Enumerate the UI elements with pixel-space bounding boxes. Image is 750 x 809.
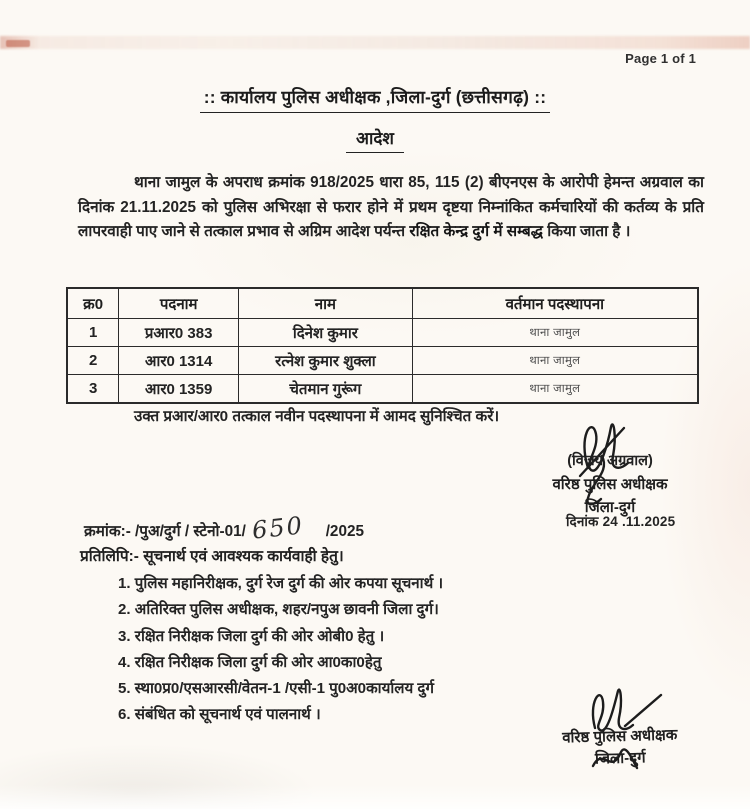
order-heading-text: आदेश	[346, 126, 404, 153]
cell-posting: थाना जामुल	[412, 347, 698, 375]
instruction-line: उक्त प्रआर/आर0 तत्काल नवीन पदस्थापना में आमद सुनिश्चित करें।	[134, 408, 500, 425]
cell-designation: प्रआर0 383	[119, 319, 239, 347]
header-designation: पदनाम	[119, 288, 239, 319]
signature-bottom-tail-stroke	[585, 742, 655, 782]
table-row	[67, 319, 698, 347]
handwritten-ref-number: 650	[250, 511, 306, 545]
officer-district: जिला-दुर्ग	[584, 499, 636, 516]
scan-artifact-band	[0, 36, 750, 49]
staff-table	[66, 287, 699, 404]
ref-number-line	[84, 511, 364, 545]
office-title	[0, 85, 750, 113]
page-indicator: Page 1 of 1	[625, 51, 696, 66]
paragraph-segment: किया जाता है ।	[543, 223, 631, 240]
table-header-row	[67, 288, 698, 319]
signature-top-block	[520, 450, 700, 517]
scan-artifact-dash	[6, 40, 30, 47]
order-paragraph	[78, 171, 704, 245]
copy-to-item: 4. रक्षित निरीक्षक जिला दुर्ग की ओर आ0का0हेतु	[118, 653, 382, 671]
cell-serial: 2	[67, 347, 119, 375]
cell-name: चेतमान गुरूंग	[239, 375, 413, 404]
ref-suffix: /2025	[325, 523, 364, 540]
table-row	[67, 347, 698, 375]
table-row	[67, 375, 698, 404]
bottom-officer-designation: वरिष्ठ पुलिस अधीक्षक	[561, 726, 678, 747]
header-serial: क्र0	[67, 288, 119, 319]
officer-designation: वरिष्ठ पुलिस अधीक्षक	[552, 476, 668, 493]
cell-posting: थाना जामुल	[412, 319, 698, 347]
cell-designation: आर0 1359	[119, 375, 239, 404]
copy-to-item: 1. पुलिस महानिरीक्षक, दुर्ग रेज दुर्ग की ओर कपया सूचनार्थ ।	[118, 575, 444, 592]
order-date: दिनांक 24 .11.2025	[566, 514, 676, 529]
cell-name: दिनेश कुमार	[239, 319, 413, 347]
header-posting: वर्तमान पदस्थापना	[412, 288, 698, 319]
header-name: नाम	[239, 288, 413, 319]
copy-to-list	[118, 571, 598, 729]
copy-to-item: 6. संबंधित को सूचनार्थ एवं पालनार्थ ।	[118, 706, 321, 724]
paragraph-segment: थाना जामुल के अपराध क्रमांक 918/2025 धारा 85, 115 (2) बीएनएस के आरोपी हेमन्त अग्रवाल का दिनांक 21.11.2025 को पुलिस अभिरक्षा से फरार होने में प्रथम दृष्टया निम्नांकित कर्मचारियों की कर्तव्य के प्रति लापरवाही पाए जाने से तत्काल प्रभाव से अग्रिम आदेश पर्यन्त	[78, 174, 704, 240]
cell-posting: थाना जामुल	[412, 375, 698, 404]
cell-designation: आर0 1314	[119, 347, 239, 375]
paragraph-bold-segment: रक्षित केन्द्र दुर्ग में सम्बद्ध	[409, 223, 544, 240]
copy-to-item: 3. रक्षित निरीक्षक जिला दुर्ग की ओर ओबी0 हेतु ।	[118, 627, 385, 645]
office-title-text: :: कार्यालय पुलिस अधीक्षक ,जिला-दुर्ग (छत्तीसगढ़) ::	[200, 85, 551, 113]
order-heading	[0, 126, 750, 153]
bottom-officer-district: जिला-दुर्ग	[594, 749, 646, 768]
cell-serial: 1	[67, 319, 119, 347]
cell-serial: 3	[67, 375, 119, 404]
cell-name: रत्नेश कुमार शुक्ला	[239, 347, 413, 375]
copy-to-item: 5. स्था0प्र0/एसआरसी/वेतन-1 /एसी-1 पु0अ0कार्यालय दुर्ग	[118, 680, 434, 698]
officer-name: (विजय अग्रवाल)	[567, 453, 653, 469]
copy-to-heading: प्रतिलिपि:- सूचनार्थ एवं आवश्यक कार्यवाही हेतु।	[80, 548, 344, 565]
ref-prefix: क्रमांक:- /पुअ/दुर्ग / स्टेनो-01/	[84, 523, 246, 540]
copy-to-item: 2. अतिरिक्त पुलिस अधीक्षक, शहर/नपुअ छावनी जिला दुर्ग।	[118, 601, 439, 619]
